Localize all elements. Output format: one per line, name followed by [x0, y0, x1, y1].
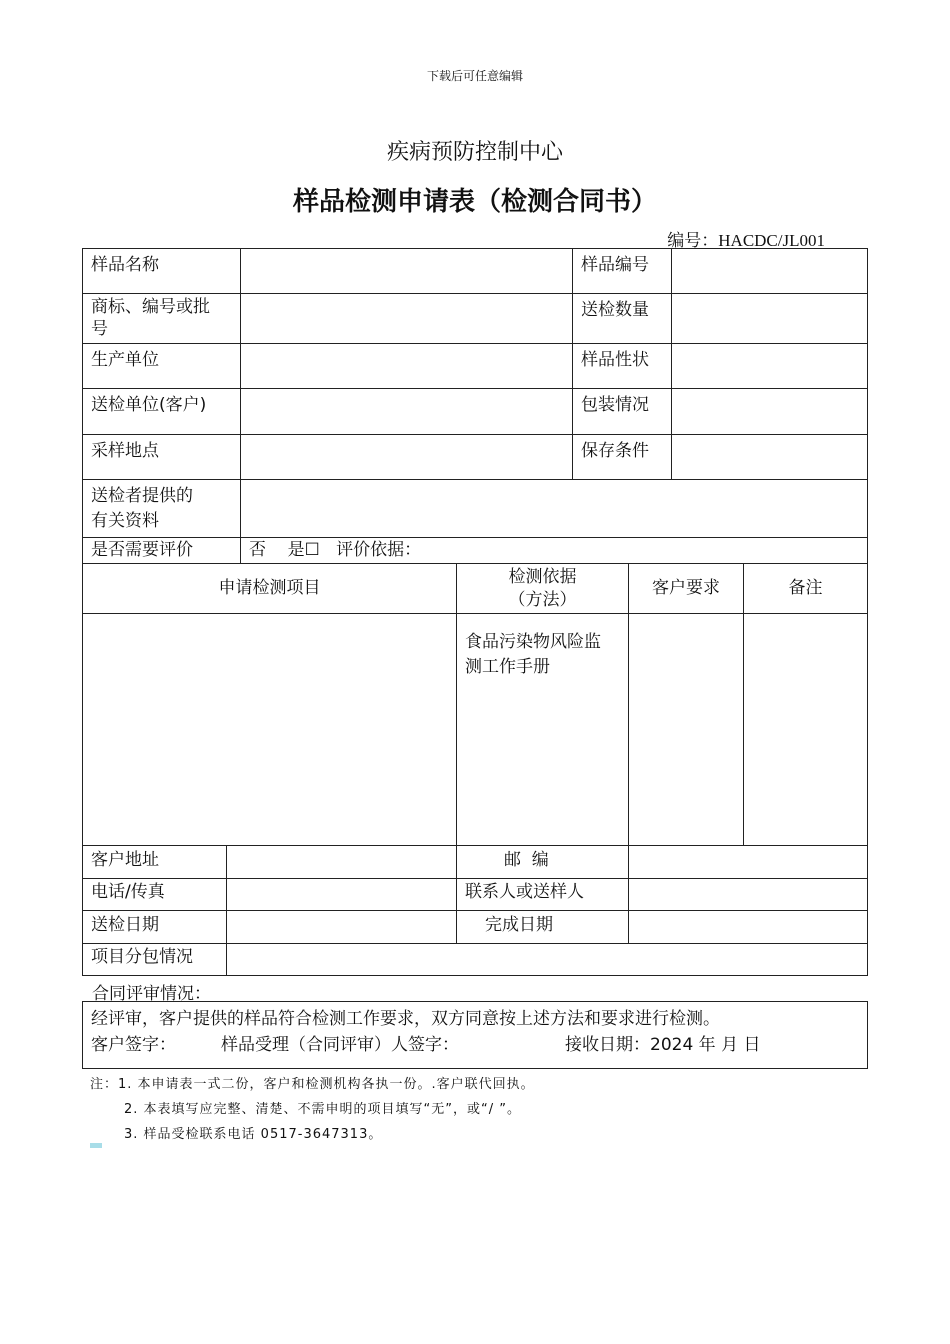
org-name: 疾病预防控制中心: [386, 140, 563, 165]
input-address[interactable]: [226, 845, 457, 879]
label-sample-no: 样品编号: [572, 248, 672, 294]
input-producer[interactable]: [240, 343, 573, 389]
label-postcode: 邮 编: [456, 845, 629, 879]
input-client[interactable]: [240, 388, 573, 435]
input-storage[interactable]: [671, 434, 868, 480]
label-quantity: 送检数量: [572, 293, 672, 344]
label-trademark: [82, 293, 241, 344]
label-subcontract: 项目分包情况: [82, 943, 227, 976]
col-header-items: 申请检测项目: [82, 563, 457, 614]
label-address: 客户地址: [82, 845, 227, 879]
label-storage: 保存条件: [572, 434, 672, 480]
col-header-requirement: 客户要求: [628, 563, 744, 614]
label-finish-date: 完成日期: [456, 910, 629, 944]
receive-date: 接收日期：2024 年 月 日: [565, 1035, 761, 1056]
remark-input-area[interactable]: [743, 613, 868, 846]
receiver-sign: 样品受理（合同评审）人签字：: [221, 1035, 459, 1056]
label-contact-person: 联系人或送样人: [456, 878, 629, 911]
form-code: 编号：HACDC/JL001: [667, 231, 825, 250]
label-client: 送检单位(客户): [82, 388, 241, 435]
input-materials[interactable]: [240, 479, 868, 538]
label-materials: [82, 479, 241, 538]
label-sampling-site: 采样地点: [82, 434, 241, 480]
note-1: 注：1. 本申请表一式二份，客户和检测机构各执一份。.客户联代回执。: [90, 1077, 535, 1092]
basis-value-line2: 测工作手册: [465, 656, 550, 677]
signature-line: [91, 1032, 859, 1056]
review-statement: 经评审，客户提供的样品符合检测工作要求，双方同意按上述方法和要求进行检测。: [91, 1009, 720, 1029]
form-title: 样品检测申请表（检测合同书）: [292, 187, 657, 217]
col-header-basis: [456, 563, 629, 614]
label-sample-name: 样品名称: [82, 248, 241, 294]
label-packaging: 包装情况: [572, 388, 672, 435]
note-2: 2. 本表填写应完整、清楚、不需申明的项目填写“无”，或“/ ”。: [124, 1102, 521, 1117]
label-producer: 生产单位: [82, 343, 241, 389]
input-trademark[interactable]: [240, 293, 573, 344]
input-contact-person[interactable]: [628, 878, 868, 911]
label-sample-state: 样品性状: [572, 343, 672, 389]
label-materials-line1: 送检者提供的: [91, 486, 193, 506]
input-phone[interactable]: [226, 878, 457, 911]
col-header-basis-line1: 检测依据: [508, 566, 577, 587]
highlight-marker: [90, 1143, 102, 1148]
input-sample-state[interactable]: [671, 343, 868, 389]
input-submit-date[interactable]: [226, 910, 457, 944]
col-header-basis-line2: （方法）: [508, 589, 577, 610]
eval-options[interactable]: 否 是☐ 评价依据：: [240, 537, 868, 564]
input-quantity[interactable]: [671, 293, 868, 344]
basis-value-line1: 食品污染物风险监: [465, 632, 601, 652]
note-3: 3. 样品受检联系电话 0517-3647313。: [124, 1127, 383, 1142]
input-postcode[interactable]: [628, 845, 868, 879]
label-trademark-line2: 号: [91, 319, 108, 340]
client-sign: 客户签字：: [91, 1035, 176, 1056]
input-sample-no[interactable]: [671, 248, 868, 294]
col-header-remark: 备注: [743, 563, 868, 614]
label-phone: 电话/传真: [82, 878, 227, 911]
review-box: [82, 1001, 868, 1069]
header-note: 下载后可任意编辑: [426, 69, 523, 83]
input-finish-date[interactable]: [628, 910, 868, 944]
input-sample-name[interactable]: [240, 248, 573, 294]
input-subcontract[interactable]: [226, 943, 868, 976]
input-packaging[interactable]: [671, 388, 868, 435]
label-trademark-line1: 商标、编号或批: [91, 297, 210, 317]
review-label: 合同评审情况：: [92, 984, 211, 1004]
items-input-area[interactable]: [82, 613, 457, 846]
label-need-eval: 是否需要评价: [82, 537, 241, 564]
requirement-input-area[interactable]: [628, 613, 744, 846]
basis-value[interactable]: [456, 613, 629, 846]
label-materials-line2: 有关资料: [91, 510, 159, 531]
label-submit-date: 送检日期: [82, 910, 227, 944]
input-sampling-site[interactable]: [240, 434, 573, 480]
